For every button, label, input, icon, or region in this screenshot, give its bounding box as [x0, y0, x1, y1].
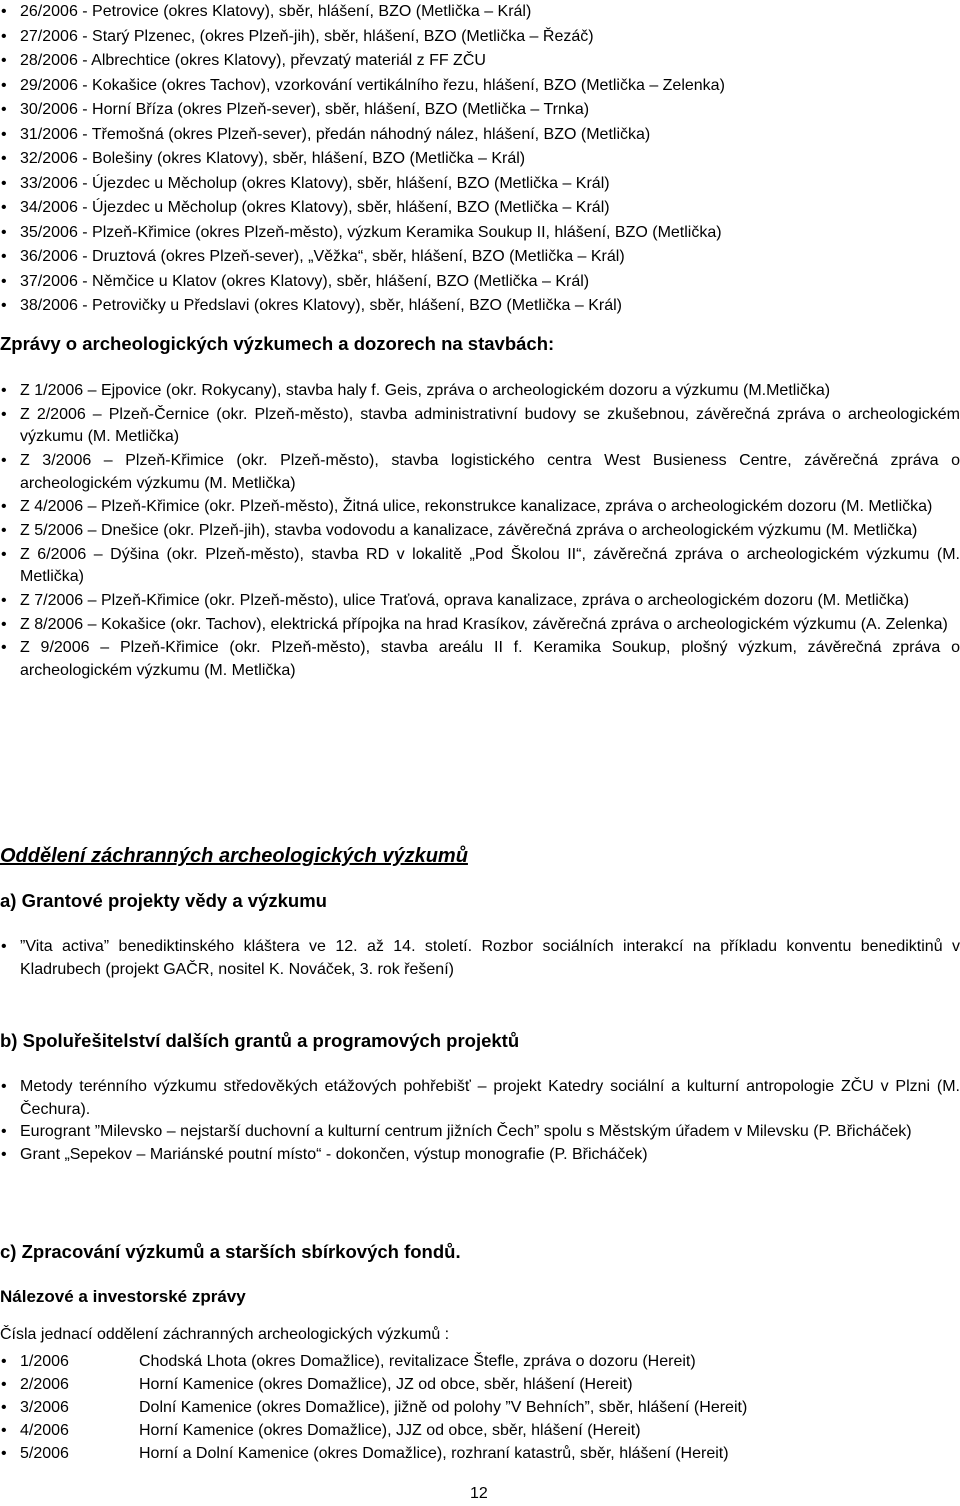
reference-number: 5/2006: [20, 1445, 69, 1462]
reference-numbers-list: [0, 1350, 960, 1465]
list-item: [0, 1350, 960, 1373]
list-item: • 32/2006 - Bolešiny (okres Klatovy), sběr, hlášení, BZO (Metlička – Král): [0, 147, 960, 172]
reference-text: Horní Kamenice (okres Domažlice), JJZ od obce, sběr, hlášení (Hereit): [139, 1422, 641, 1439]
list-item: • ”Vita activa” benediktinského kláštera ve 12. až 14. století. Rozbor sociálních interakcí na příkladu konventu benediktinů v Kladrubech (projekt GAČR, nositel K. Nováček, 3. rok řešení): [0, 935, 960, 981]
report-item: • Z 1/2006 – Ejpovice (okr. Rokycany), stavba haly f. Geis, zpráva o archeologickém dozoru a výzkumu (M.Metlička): [0, 380, 960, 403]
list-item: • Eurogrant ”Milevsko – nejstarší duchovní a kulturní centrum jižních Čech” spolu s Městským úřadem v Milevsku (P. Břicháček): [0, 1121, 960, 1144]
section-c-heading: c) Zpracování výzkumů a starších sbírkových fondů.: [0, 1241, 461, 1262]
reference-number: 2/2006: [20, 1376, 69, 1393]
reference-number: 3/2006: [20, 1399, 69, 1416]
list-item: • 36/2006 - Druztová (okres Plzeň-sever), „Věžka“, sběr, hlášení, BZO (Metlička – Král): [0, 245, 960, 270]
top-record-list: [0, 0, 960, 319]
list-item: [0, 1442, 960, 1465]
findings-reports-heading: Nálezové a investorské zprávy: [0, 1287, 246, 1306]
report-item: • Z 5/2006 – Dnešice (okr. Plzeň-jih), stavba vodovodu a kanalizace, závěrečná zpráva o archeologickém výzkumu (M. Metlička): [0, 520, 960, 543]
list-item: • 37/2006 - Němčice u Klatov (okres Klatovy), sběr, hlášení, BZO (Metlička – Král): [0, 270, 960, 295]
report-item: • Z 2/2006 – Plzeň-Černice (okr. Plzeň-město), stavba administrativní budovy se zkušebnou, závěrečná zpráva o archeologickém výzkumu (M. Metlička): [0, 404, 960, 450]
reference-text: Dolní Kamenice (okres Domažlice), jižně od polohy ”V Behních”, sběr, hlášení (Hereit): [139, 1399, 748, 1416]
section-b-heading: b) Spoluřešitelství dalších grantů a programových projektů: [0, 1030, 520, 1051]
list-item: • 34/2006 - Újezdec u Měcholup (okres Klatovy), sběr, hlášení, BZO (Metlička – Král): [0, 196, 960, 221]
list-item: • 33/2006 - Újezdec u Měcholup (okres Klatovy), sběr, hlášení, BZO (Metlička – Král): [0, 172, 960, 197]
reports-list: [0, 380, 960, 684]
list-item: • 27/2006 - Starý Plzenec, (okres Plzeň-jih), sběr, hlášení, BZO (Metlička – Řezáč): [0, 25, 960, 50]
list-item: [0, 1373, 960, 1396]
report-item: • Z 4/2006 – Plzeň-Křimice (okr. Plzeň-město), Žitná ulice, rekonstrukce kanalizace, zpráva o archeologickém dozoru (M. Metlička): [0, 496, 960, 519]
list-item: • 31/2006 - Třemošná (okres Plzeň-sever), předán náhodný nález, hlášení, BZO (Metlička): [0, 123, 960, 148]
department-heading: Oddělení záchranných archeologických výzkumů: [0, 845, 468, 867]
reference-number: 4/2006: [20, 1422, 69, 1439]
report-item: • Z 8/2006 – Kokašice (okr. Tachov), elektrická přípojka na hrad Krasíkov, závěrečná zpráva o archeologickém výzkumu (A. Zelenka): [0, 614, 960, 637]
list-item: [0, 1419, 960, 1442]
report-item: • Z 7/2006 – Plzeň-Křimice (okr. Plzeň-město), ulice Traťová, oprava kanalizace, zpráva o archeologickém dozoru (M. Metlička): [0, 590, 960, 613]
report-item: • Z 9/2006 – Plzeň-Křimice (okr. Plzeň-město), stavba areálu II f. Keramika Soukup, plošný výzkum, závěrečná zpráva o archeologickém výzkumu (M. Metlička): [0, 637, 960, 683]
list-item: • 28/2006 - Albrechtice (okres Klatovy), převzatý materiál z FF ZČU: [0, 49, 960, 74]
reference-text: Chodská Lhota (okres Domažlice), revitalizace Štefle, zpráva o dozoru (Hereit): [139, 1353, 696, 1370]
list-item: • 35/2006 - Plzeň-Křimice (okres Plzeň-město), výzkum Keramika Soukup II, hlášení, BZO (Metlička): [0, 221, 960, 246]
section-a-list: [0, 935, 960, 981]
page-number: 12: [470, 1485, 488, 1502]
section-b-list: [0, 1076, 960, 1166]
list-item: • 30/2006 - Horní Bříza (okres Plzeň-sever), sběr, hlášení, BZO (Metlička – Trnka): [0, 98, 960, 123]
section-a-heading: a) Grantové projekty vědy a výzkumu: [0, 890, 327, 911]
reports-heading: Zprávy o archeologických výzkumech a dozorech na stavbách:: [0, 333, 555, 354]
list-item: • Grant „Sepekov – Mariánské poutní místo“ - dokončen, výstup monografie (P. Břicháček): [0, 1144, 960, 1167]
report-item: • Z 3/2006 – Plzeň-Křimice (okr. Plzeň-město), stavba logistického centra West Busieness Centre, závěrečná zpráva o archeologickém výzkumu (M. Metlička): [0, 450, 960, 496]
list-item: • 38/2006 - Petrovičky u Předslavi (okres Klatovy), sběr, hlášení, BZO (Metlička – Král): [0, 294, 960, 319]
reference-numbers-label: Čísla jednací oddělení záchranných archeologických výzkumů :: [0, 1326, 450, 1343]
reference-number: 1/2006: [20, 1353, 69, 1370]
list-item: • Metody terénního výzkumu středověkých etážových pohřebišť – projekt Katedry sociální a kulturní antropologie ZČU v Plzni (M. Čechura).: [0, 1076, 960, 1121]
reference-text: Horní a Dolní Kamenice (okres Domažlice), rozhraní katastrů, sběr, hlášení (Hereit): [139, 1445, 729, 1462]
list-item: [0, 1396, 960, 1419]
reference-text: Horní Kamenice (okres Domažlice), JZ od obce, sběr, hlášení (Hereit): [139, 1376, 633, 1393]
report-item: • Z 6/2006 – Dýšina (okr. Plzeň-město), stavba RD v lokalitě „Pod Školou II“, závěrečná zpráva o archeologickém výzkumu (M. Metlička): [0, 544, 960, 590]
list-item: • 26/2006 - Petrovice (okres Klatovy), sběr, hlášení, BZO (Metlička – Král): [0, 0, 960, 25]
list-item: • 29/2006 - Kokašice (okres Tachov), vzorkování vertikálního řezu, hlášení, BZO (Metlička – Zelenka): [0, 74, 960, 99]
